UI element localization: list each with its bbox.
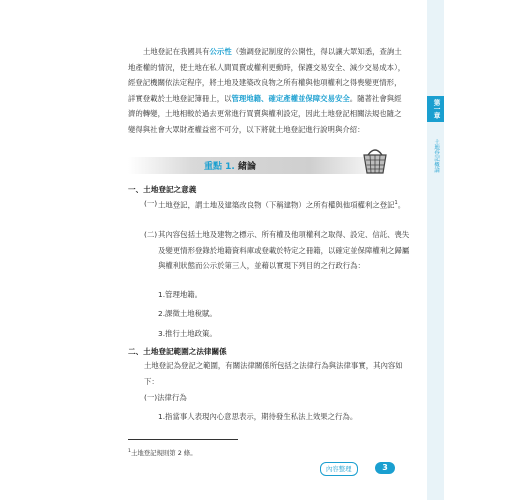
list-item-text: 土地登記，謂土地及建築改良物（下稱建物）之所有權與他項權利之登記$^1$。 — [158, 200, 406, 210]
footnote: $^1$土地登記規則第 2 條。 — [128, 448, 197, 457]
basket-icon — [358, 146, 392, 176]
list-item-text: 其內容包括土地及建物之標示、所有權及他項權利之取得、設定、信託、喪失及變更情形登錄於地籍資料庫或登載於特定之冊籍，以確定並保障權利之歸屬與權利狀態而公示於第三人，並藉以實現下列目的之行政行為： — [158, 230, 410, 271]
banner-label: 重點 1. — [204, 162, 235, 172]
keyword-purpose: 管理地籍、確定產權並保障交易安全 — [231, 93, 350, 103]
page-number: 3 — [375, 462, 395, 474]
section-banner — [128, 157, 388, 174]
side-tab-bar — [427, 0, 444, 500]
chapter-name: 土地登記概論 — [433, 139, 439, 173]
outline-badge: 內容整理 — [320, 462, 358, 476]
list-item-text: (一)法律行為 — [144, 393, 187, 402]
banner-title — [204, 159, 256, 172]
section-heading-1: 一、土地登記之意義 — [128, 185, 197, 194]
banner-heading: 緒論 — [237, 162, 256, 172]
sub-item: 1.指當事人表現內心意思表示，期待發生私法上效果之行為。 — [158, 412, 358, 421]
section-paragraph: 土地登記為登記之範圍，有關法律關係所包括之法律行為與法律事實，其內容如下： — [144, 361, 403, 386]
sub-item: 2.課徵土地稅賦。 — [158, 309, 217, 318]
section-heading-2: 二、土地登記範圍之法律關係 — [128, 347, 227, 356]
footnote-number: 1 — [128, 448, 131, 454]
chapter-tab: 第一章 — [427, 96, 444, 122]
intro-paragraph: 土地登記在我國具有公示性（強調登記制度的公開性，得以讓大眾知悉，查詢土地產權的情況，使土地在私人間買賣或權利更動時，保護交易安全、減少交易成本），經登記機關依法定程序，將土地及建築改良物之所有權與他項權利之得喪變更情形，詳實登載於土地登記簿冊上，以管理地籍、確定產權並保障交易安全。隨著社會與經濟的轉變，土地相較於過去更常進行買賣與權利設定，因此土地登記相關法規也隨之變得與社會大眾財產權益密不可分，以下將就土地登記進行說明與介紹： — [128, 47, 406, 134]
footnote-divider — [128, 439, 238, 440]
list-marker: (一) — [144, 199, 158, 208]
footnote-ref: 1 — [394, 200, 398, 206]
keyword-publicity: 公示性 — [209, 47, 232, 56]
list-marker: (二) — [144, 230, 158, 239]
sub-item: 3.推行土地政策。 — [158, 329, 217, 338]
sub-item: 1.管理地籍。 — [158, 290, 203, 299]
